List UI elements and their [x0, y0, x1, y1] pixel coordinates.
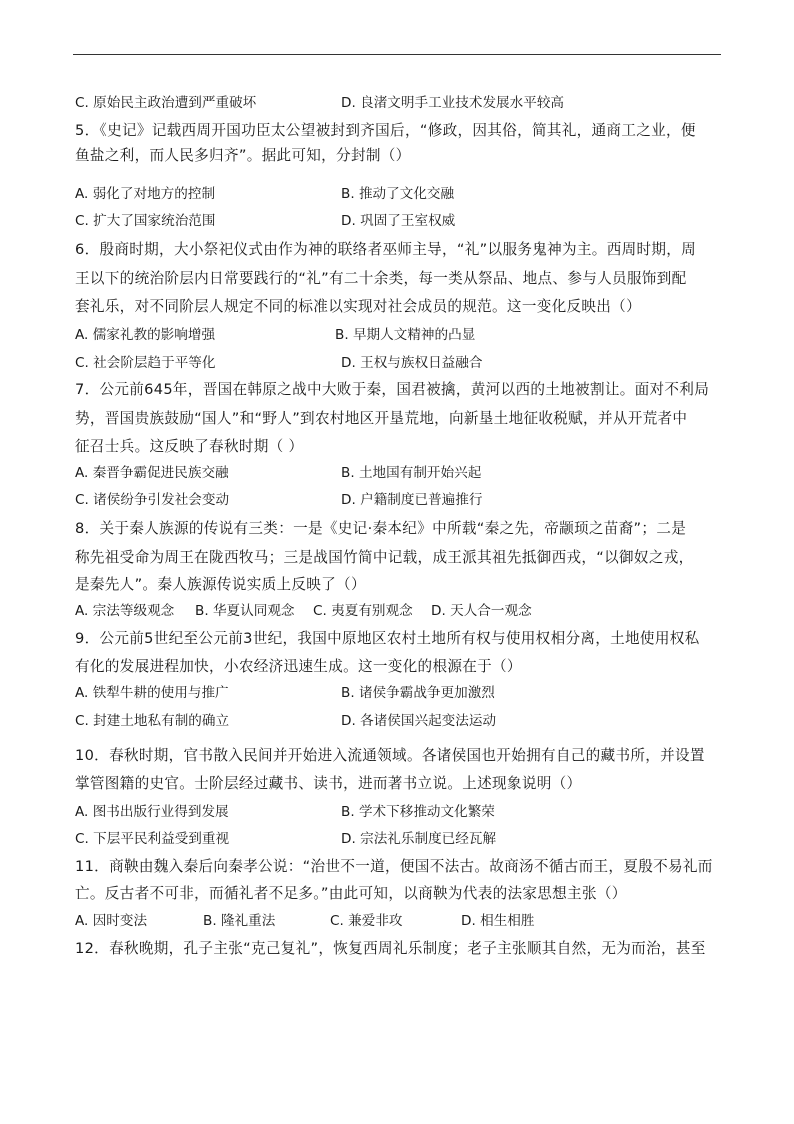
option-d: D. 各诸侯国兴起变法运动 [341, 713, 497, 729]
option-d: D. 天人合一观念 [431, 603, 532, 619]
question-stem-line: 征召士兵。这反映了春秋时期（ ） [75, 438, 304, 455]
question-stem-line: 9．公元前5世纪至公元前3世纪，我国中原地区农村土地所有权与使用权相分离，土地使用权私 [75, 630, 700, 647]
option-d: D. 良渚文明手工业技术发展水平较高 [341, 95, 565, 111]
option-a: A. 图书出版行业得到发展 [75, 804, 229, 820]
question-stem-line: 有化的发展进程加快，小农经济迅速生成。这一变化的根源在于（） [75, 658, 522, 675]
option-d: D. 王权与族权日益融合 [341, 355, 483, 371]
option-a: A. 宗法等级观念 [75, 603, 175, 619]
option-c: C. 诸侯纷争引发社会变动 [75, 492, 230, 508]
question-stem-line: 10．春秋时期，官书散入民间并开始进入流通领域。各诸侯国也开始拥有自己的藏书所，并设置 [75, 747, 705, 764]
option-a: A. 儒家礼教的影响增强 [75, 327, 216, 343]
question-stem-line: 8．关于秦人族源的传说有三类：一是《史记·秦本纪》中所载“秦之先，帝颛顼之苗裔”；二是 [75, 520, 687, 537]
question-stem-line: 12．春秋晚期，孔子主张“克己复礼”，恢复西周礼乐制度；老子主张顺其自然，无为而治，甚至 [75, 940, 706, 957]
question-stem-line: 7．公元前645年，晋国在韩原之战中大败于秦，国君被擒，黄河以西的土地被割让。面对不利局 [75, 381, 710, 398]
option-b: B. 诸侯争霸战争更加激烈 [341, 685, 495, 701]
question-stem-line: 6．殷商时期，大小祭祀仪式由作为神的联络者巫师主导，“礼”以服务鬼神为主。西周时期，周 [75, 241, 697, 258]
option-d: D. 相生相胜 [461, 913, 535, 929]
question-stem-line: 是秦先人”。秦人族源传说实质上反映了（） [75, 576, 366, 593]
option-a: A. 因时变法 [75, 913, 148, 929]
option-d: D. 巩固了王室权威 [341, 213, 456, 229]
option-b: B. 隆礼重法 [203, 913, 276, 929]
question-stem-line: 势，晋国贵族鼓励“国人”和“野人”到农村地区开垦荒地，向新垦土地征收税赋，并从开荒者中 [75, 410, 688, 427]
question-stem-line: 5．《史记》记载西周开国功臣太公望被封到齐国后，“修政，因其俗，简其礼，通商工之业，便 [75, 122, 696, 139]
header-rule [73, 54, 721, 55]
option-b: B. 土地国有制开始兴起 [341, 465, 482, 481]
option-c: C. 社会阶层趋于平等化 [75, 355, 216, 371]
question-stem-line: 称先祖受命为周王在陇西牧马；三是战国竹简中记载，成王派其祖先抵御西戎，“以御奴之戎， [75, 549, 694, 566]
question-stem-line: 王以下的统治阶层内日常要践行的“礼”有二十余类，每一类从祭品、地点、参与人员服饰到配 [75, 270, 687, 287]
option-a: A. 秦晋争霸促进民族交融 [75, 465, 229, 481]
option-b: B. 推动了文化交融 [341, 186, 455, 202]
option-d: D. 户籍制度已普遍推行 [341, 492, 483, 508]
question-stem-line: 鱼盐之利，而人民多归齐”。据此可知，分封制（） [75, 147, 411, 164]
option-c: C. 封建土地私有制的确立 [75, 713, 230, 729]
question-stem-line: 掌管图籍的史官。士阶层经过藏书、读书，进而著书立说。上述现象说明（） [75, 775, 582, 792]
option-c: C. 夷夏有别观念 [313, 603, 413, 619]
option-b: B. 华夏认同观念 [195, 603, 295, 619]
option-b: B. 早期人文精神的凸显 [335, 327, 476, 343]
option-b: B. 学术下移推动文化繁荣 [341, 804, 495, 820]
option-c: C. 原始民主政治遭到严重破坏 [75, 95, 257, 111]
option-c: C. 扩大了国家统治范围 [75, 213, 216, 229]
option-d: D. 宗法礼乐制度已经瓦解 [341, 831, 497, 847]
question-stem-line: 套礼乐，对不同阶层人规定不同的标准以实现对社会成员的规范。这一变化反映出（） [75, 298, 641, 315]
question-stem-line: 亡。反古者不可非，而循礼者不足多。”由此可知，以商鞅为代表的法家思想主张（） [75, 885, 627, 902]
option-a: A. 弱化了对地方的控制 [75, 186, 216, 202]
question-stem-line: 11．商鞅由魏入秦后向秦孝公说：“治世不一道，便国不法古。故商汤不循古而王，夏殷不易礼而 [75, 858, 713, 875]
option-a: A. 铁犁牛耕的使用与推广 [75, 685, 229, 701]
option-c: C. 下层平民利益受到重视 [75, 831, 230, 847]
option-c: C. 兼爱非攻 [330, 913, 403, 929]
